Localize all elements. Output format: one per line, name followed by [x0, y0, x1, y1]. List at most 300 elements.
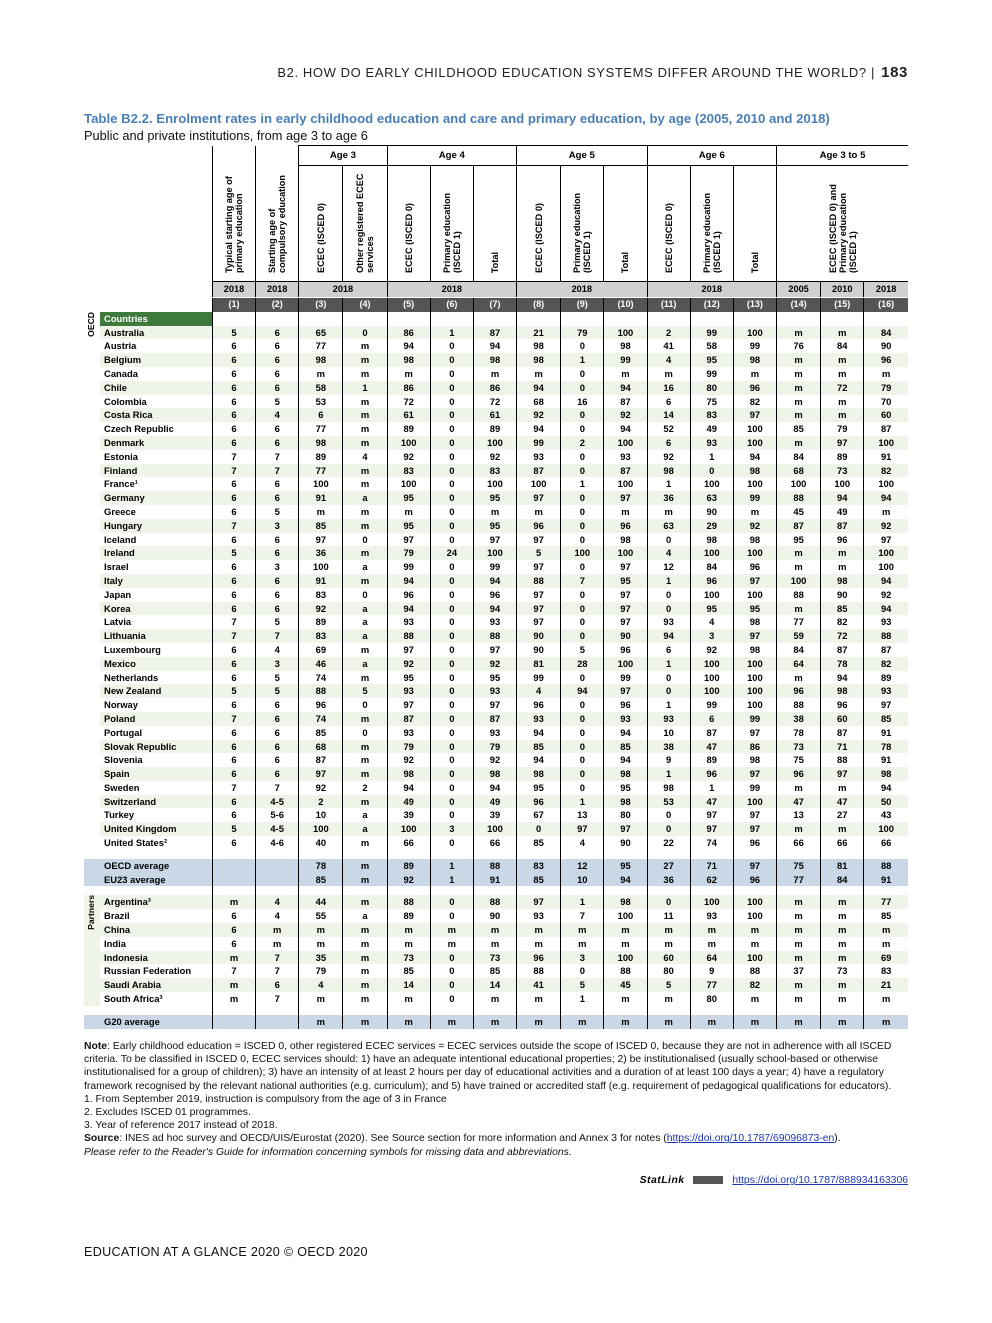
data-cell: 82	[864, 464, 908, 478]
data-cell: 96	[821, 533, 864, 547]
data-cell: 85	[517, 836, 561, 850]
data-cell: 77	[777, 873, 821, 887]
gap-cell	[733, 886, 776, 895]
data-cell: 77	[864, 895, 908, 909]
data-cell: 5	[256, 671, 299, 685]
data-cell: m	[561, 937, 604, 951]
data-cell: m	[473, 505, 516, 519]
data-cell: 4	[299, 978, 343, 992]
column-header	[690, 166, 733, 282]
data-cell: m	[212, 978, 255, 992]
data-cell: m	[387, 992, 430, 1006]
data-cell: 1	[561, 992, 604, 1006]
data-cell: 87	[387, 712, 430, 726]
data-cell: 87	[690, 726, 733, 740]
row-label: Finland	[100, 464, 212, 478]
data-cell: 4	[647, 546, 690, 560]
data-cell: 97	[604, 822, 647, 836]
data-cell: 0	[430, 684, 473, 698]
footnote-2: 2. Excludes ISCED 01 programmes.	[84, 1107, 251, 1119]
data-cell: 92	[387, 873, 430, 887]
group-partners	[84, 895, 100, 1005]
data-cell: 6	[212, 477, 255, 491]
data-cell: 0	[561, 588, 604, 602]
data-cell: m	[777, 1015, 821, 1029]
data-cell: m	[299, 1015, 343, 1029]
row-label: Australia	[100, 326, 212, 340]
data-cell: 89	[473, 422, 516, 436]
column-number: (3)	[299, 298, 343, 312]
data-cell: 62	[690, 873, 733, 887]
data-cell: 93	[864, 615, 908, 629]
data-cell: 88	[777, 698, 821, 712]
statlink-label: StatLink	[639, 1175, 685, 1186]
column-header-label: Total	[620, 251, 631, 274]
data-cell: 9	[647, 753, 690, 767]
data-cell: 94	[473, 781, 516, 795]
data-cell: 100	[604, 657, 647, 671]
data-cell: 97	[733, 822, 776, 836]
data-cell: 0	[430, 671, 473, 685]
data-cell: 1	[647, 767, 690, 781]
data-cell: 64	[690, 951, 733, 965]
data-cell: 7	[212, 450, 255, 464]
data-cell: 1	[561, 477, 604, 491]
data-cell: 77	[777, 615, 821, 629]
column-header-label: ECEC (ISCED 0)	[403, 203, 414, 274]
row-label: South Africa³	[104, 993, 163, 1005]
data-cell: a	[343, 491, 387, 505]
data-cell: m	[343, 937, 387, 951]
data-cell: 0	[561, 367, 604, 381]
data-cell: 7	[256, 629, 299, 643]
gap-cell	[343, 850, 387, 859]
row-label: Israel	[104, 561, 129, 573]
data-cell: 89	[387, 859, 430, 873]
data-cell: 98	[473, 353, 516, 367]
gap-cell	[212, 850, 255, 859]
data-cell: 0	[561, 781, 604, 795]
data-cell: 0	[647, 684, 690, 698]
data-cell: 88	[864, 859, 908, 873]
data-cell: 93	[387, 726, 430, 740]
data-cell: 97	[864, 533, 908, 547]
data-cell: m	[561, 1015, 604, 1029]
data-cell: 100	[604, 909, 647, 923]
column-header	[299, 166, 343, 282]
data-cell: 0	[430, 753, 473, 767]
data-cell: 95	[473, 491, 516, 505]
data-cell: a	[343, 808, 387, 822]
data-cell: 96	[517, 698, 561, 712]
data-cell: m	[212, 992, 255, 1006]
row-label: Brazil	[104, 910, 130, 922]
data-cell: 47	[690, 795, 733, 809]
data-cell: 79	[821, 422, 864, 436]
data-cell: 86	[387, 381, 430, 395]
gap-cell	[517, 850, 561, 859]
data-cell: 96	[733, 381, 776, 395]
data-cell: 72	[473, 395, 516, 409]
data-cell: 6	[212, 339, 255, 353]
column-header-label: Typical starting age of primary education	[224, 176, 245, 274]
data-cell: 4	[256, 408, 299, 422]
row-label: Italy	[100, 574, 212, 588]
data-cell: 38	[647, 740, 690, 754]
data-cell: 85	[299, 873, 343, 887]
data-cell: 91	[299, 491, 343, 505]
data-cell: 0	[561, 491, 604, 505]
data-cell: 90	[517, 629, 561, 643]
data-cell: 4	[256, 895, 299, 909]
row-label: Turkey	[104, 809, 135, 821]
statlink-url[interactable]: https://doi.org/10.1787/888934163306	[732, 1175, 908, 1186]
data-cell: 63	[647, 519, 690, 533]
table-row	[84, 753, 908, 767]
gap-cell	[212, 1006, 255, 1015]
data-cell: m	[387, 923, 430, 937]
data-cell: 95	[604, 781, 647, 795]
data-cell: 92	[387, 450, 430, 464]
data-cell: 0	[561, 671, 604, 685]
row-label: Canada	[104, 367, 138, 379]
data-cell: 6	[212, 367, 255, 381]
data-cell: 12	[647, 560, 690, 574]
gap-cell	[777, 1006, 821, 1015]
data-cell: 4	[517, 684, 561, 698]
data-cell: 88	[473, 859, 516, 873]
data-cell: 94	[604, 873, 647, 887]
data-cell: 49	[387, 795, 430, 809]
data-cell: 94	[864, 491, 908, 505]
data-cell: 82	[733, 395, 776, 409]
data-cell: 100	[733, 588, 776, 602]
column-header	[343, 166, 387, 282]
row-label: Greece	[104, 505, 136, 517]
data-cell: m	[647, 1015, 690, 1029]
table-row	[84, 726, 908, 740]
table-row	[84, 671, 908, 685]
data-cell: m	[777, 909, 821, 923]
data-cell: 93	[690, 436, 733, 450]
table-row	[84, 533, 908, 547]
g20-average-row	[84, 1015, 908, 1029]
data-cell: 13	[777, 808, 821, 822]
data-cell: 0	[647, 671, 690, 685]
average-row	[84, 859, 908, 873]
data-cell: 100	[690, 657, 733, 671]
group-spacer	[84, 859, 100, 873]
data-cell: 98	[733, 533, 776, 547]
table-row	[84, 712, 908, 726]
data-cell: 0	[561, 629, 604, 643]
data-cell: 2	[561, 436, 604, 450]
data-cell: m	[299, 505, 343, 519]
data-cell: 96	[733, 873, 776, 887]
data-cell: m	[777, 546, 821, 560]
data-cell: 92	[864, 588, 908, 602]
column-header	[473, 166, 516, 282]
data-cell: 98	[604, 767, 647, 781]
data-cell: 85	[864, 909, 908, 923]
empty-cell	[343, 312, 387, 326]
table-row	[84, 477, 908, 491]
gap-cell	[561, 886, 604, 895]
data-cell: 3	[256, 560, 299, 574]
data-cell: 93	[387, 615, 430, 629]
data-cell: 0	[430, 951, 473, 965]
data-cell: 96	[517, 951, 561, 965]
data-cell: 66	[777, 836, 821, 850]
data-cell: 96	[517, 519, 561, 533]
data-cell: 83	[690, 408, 733, 422]
column-number: (15)	[821, 298, 864, 312]
data-cell: m	[343, 574, 387, 588]
data-cell: m	[821, 951, 864, 965]
data-cell: 93	[647, 615, 690, 629]
data-cell: a	[343, 629, 387, 643]
data-cell: 74	[299, 712, 343, 726]
year-header: 2010	[821, 282, 864, 298]
data-cell: 95	[604, 859, 647, 873]
data-cell: 0	[561, 381, 604, 395]
data-cell: 98	[387, 767, 430, 781]
data-cell: m	[821, 395, 864, 409]
gap-cell	[604, 886, 647, 895]
gap-cell	[256, 850, 299, 859]
group-age4: Age 4	[387, 146, 516, 166]
table-row	[84, 937, 908, 951]
data-cell: 0	[561, 505, 604, 519]
data-cell: 61	[473, 408, 516, 422]
data-cell: 7	[212, 781, 255, 795]
data-cell: m	[387, 367, 430, 381]
data-cell: 100	[733, 326, 776, 340]
data-cell: m	[561, 923, 604, 937]
data-cell: m	[256, 937, 299, 951]
data-cell: 0	[343, 698, 387, 712]
row-label: Argentina³	[100, 895, 212, 909]
table-title: Table B2.2. Enrolment rates in early childhood education and care and primary education, by age (2005, 2010 and 2018)	[84, 111, 830, 126]
data-cell: 100	[473, 822, 516, 836]
row-label: Japan	[104, 588, 132, 600]
data-cell: 0	[561, 712, 604, 726]
data-cell: 84	[821, 873, 864, 887]
data-cell: 87	[864, 422, 908, 436]
data-cell: 98	[647, 464, 690, 478]
data-cell: 0	[430, 712, 473, 726]
column-header-label: ECEC (ISCED 0)	[663, 203, 674, 274]
data-cell: 0	[690, 464, 733, 478]
empty-cell	[647, 312, 690, 326]
gap-cell	[430, 1006, 473, 1015]
data-cell: 6	[256, 339, 299, 353]
data-cell: 94	[733, 450, 776, 464]
data-cell: 97	[473, 533, 516, 547]
data-cell: 6	[212, 491, 255, 505]
data-cell: m	[343, 795, 387, 809]
column-header-label: Total	[749, 251, 760, 274]
source-text: : INES ad hoc survey and OECD/UIS/Eurostat (2020). See Source section for more information and Annex 3 for notes (	[119, 1133, 667, 1145]
gap-cell	[561, 1006, 604, 1015]
data-cell: 3	[690, 629, 733, 643]
data-cell: 98	[387, 353, 430, 367]
data-cell: 77	[299, 422, 343, 436]
data-cell: 100	[299, 560, 343, 574]
data-cell: 4	[256, 643, 299, 657]
data-cell: 1	[690, 781, 733, 795]
spacer-row	[84, 886, 908, 895]
data-cell: 88	[604, 964, 647, 978]
table-row	[84, 629, 908, 643]
data-cell: 76	[777, 339, 821, 353]
column-header	[517, 166, 561, 282]
data-cell: 0	[561, 422, 604, 436]
data-cell: 98	[821, 574, 864, 588]
data-cell: 100	[387, 436, 430, 450]
data-cell: 97	[690, 808, 733, 822]
spacer-row	[84, 850, 908, 859]
data-cell: m	[821, 353, 864, 367]
data-cell: 6	[212, 808, 255, 822]
column-number: (7)	[473, 298, 516, 312]
gap-cell	[256, 1006, 299, 1015]
data-cell: 95	[604, 574, 647, 588]
gap-cell	[561, 850, 604, 859]
data-cell: 6	[212, 909, 255, 923]
data-cell: 84	[864, 326, 908, 340]
data-cell: 37	[777, 964, 821, 978]
data-cell: 97	[733, 408, 776, 422]
data-cell: 83	[864, 964, 908, 978]
data-cell: 92	[647, 450, 690, 464]
gap-cell	[690, 1006, 733, 1015]
data-cell: 90	[864, 339, 908, 353]
data-cell: m	[299, 923, 343, 937]
column-number: (6)	[430, 298, 473, 312]
row-label: China	[100, 923, 212, 937]
data-cell: 98	[604, 533, 647, 547]
data-cell: 1	[430, 326, 473, 340]
data-cell: 0	[430, 836, 473, 850]
data-cell: 77	[690, 978, 733, 992]
data-cell: 6	[212, 643, 255, 657]
year-header: 2018	[256, 282, 299, 298]
data-cell: 4	[343, 450, 387, 464]
data-cell: 29	[690, 519, 733, 533]
data-cell: 85	[864, 712, 908, 726]
data-cell: 6	[256, 726, 299, 740]
gap-cell	[821, 1006, 864, 1015]
data-cell: 46	[299, 657, 343, 671]
column-header-label: Total	[489, 251, 500, 274]
column-header	[430, 166, 473, 282]
source-link[interactable]: https://doi.org/10.1787/69096873-en	[666, 1133, 835, 1145]
data-cell: 3	[256, 519, 299, 533]
empty-cell	[212, 312, 255, 326]
column-header-label: Starting age of compulsory education	[267, 175, 288, 274]
data-cell: 66	[387, 836, 430, 850]
gap-cell	[100, 1006, 212, 1015]
data-cell: 97	[561, 822, 604, 836]
data-cell: 0	[430, 491, 473, 505]
data-cell: m	[387, 505, 430, 519]
empty-cell	[473, 312, 516, 326]
data-cell: a	[343, 657, 387, 671]
data-cell: 68	[517, 395, 561, 409]
table-row	[84, 836, 908, 850]
data-cell: 87	[864, 643, 908, 657]
data-cell: 99	[517, 671, 561, 685]
data-cell: 99	[690, 698, 733, 712]
data-cell: 100	[733, 951, 776, 965]
data-cell: 59	[777, 629, 821, 643]
data-cell: 58	[299, 381, 343, 395]
table-row	[84, 464, 908, 478]
data-cell: 100	[777, 477, 821, 491]
column-header-label: ECEC (ISCED 0) and Primary education (ISCED 1)	[827, 184, 858, 274]
data-cell: 83	[299, 629, 343, 643]
data-cell: a	[343, 560, 387, 574]
data-cell: 38	[777, 712, 821, 726]
gap-cell	[430, 886, 473, 895]
data-cell: 99	[473, 560, 516, 574]
data-cell: 100	[733, 477, 776, 491]
group-oecd	[84, 312, 100, 850]
data-cell: 78	[864, 740, 908, 754]
data-cell: m	[864, 1015, 908, 1029]
table-row	[84, 339, 908, 353]
data-cell: 7	[212, 629, 255, 643]
data-cell: 6	[212, 671, 255, 685]
data-cell: 94	[864, 602, 908, 616]
data-cell: 6	[256, 381, 299, 395]
data-cell: 47	[690, 740, 733, 754]
data-cell: 95	[387, 491, 430, 505]
table-row	[84, 491, 908, 505]
data-cell: 94	[473, 339, 516, 353]
data-cell: 91	[864, 873, 908, 887]
data-cell: 93	[473, 726, 516, 740]
data-cell: 90	[473, 909, 516, 923]
data-cell: 4-5	[256, 822, 299, 836]
empty-cell	[690, 312, 733, 326]
data-cell: 27	[647, 859, 690, 873]
data-cell: m	[343, 408, 387, 422]
gap-cell	[517, 1006, 561, 1015]
data-cell: 89	[299, 615, 343, 629]
column-header	[561, 166, 604, 282]
data-cell: 6	[212, 753, 255, 767]
data-cell: 83	[473, 464, 516, 478]
data-cell: a	[343, 615, 387, 629]
row-label: Luxembourg	[104, 643, 161, 655]
data-cell: 5	[647, 978, 690, 992]
data-cell: m	[299, 367, 343, 381]
data-cell: m	[473, 992, 516, 1006]
group-oecd-label: OECD	[86, 311, 97, 337]
data-cell: 92	[387, 753, 430, 767]
data-cell: 85	[777, 422, 821, 436]
data-cell: 88	[517, 574, 561, 588]
data-cell: 60	[821, 712, 864, 726]
gap-cell	[517, 886, 561, 895]
data-cell: 27	[821, 808, 864, 822]
data-cell: m	[387, 937, 430, 951]
data-cell: 6	[256, 546, 299, 560]
data-cell: 100	[604, 436, 647, 450]
data-cell: 16	[561, 395, 604, 409]
